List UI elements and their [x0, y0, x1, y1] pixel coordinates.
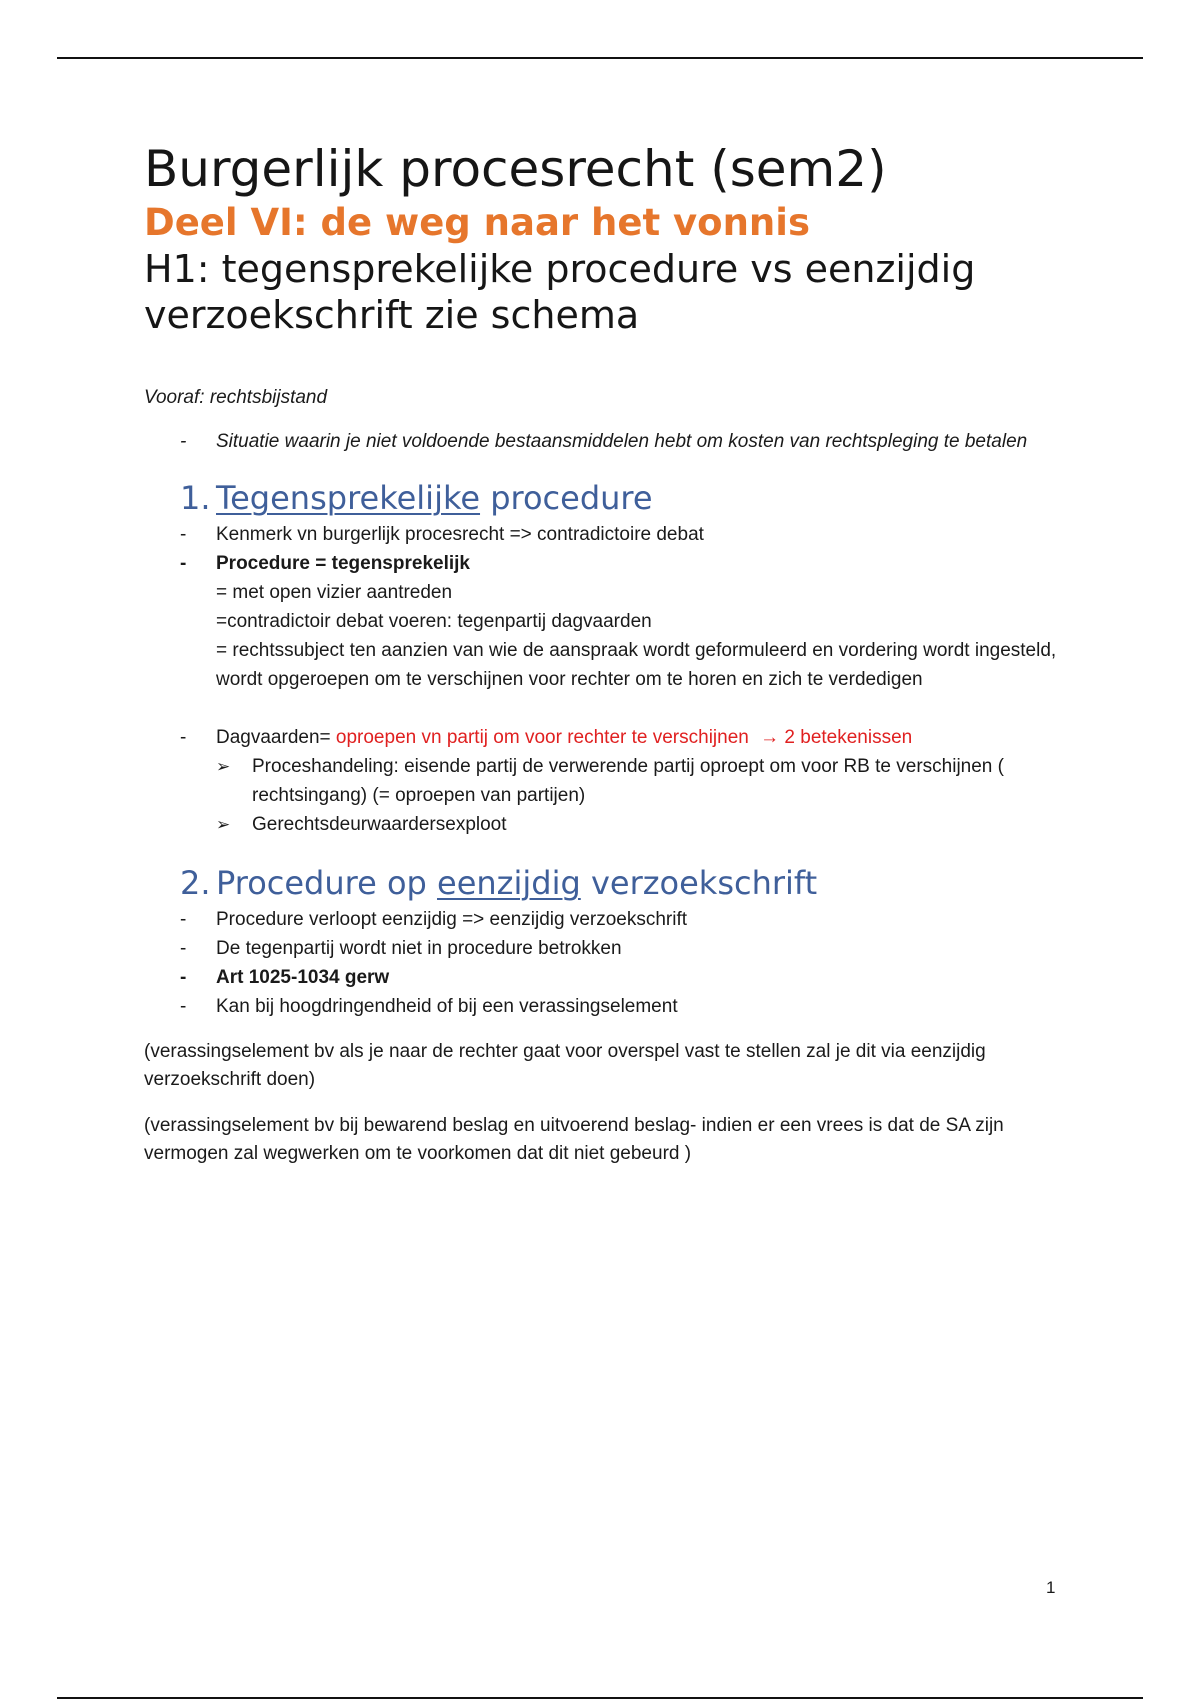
- section-2-list: [144, 905, 1064, 1021]
- section-1-bullet-2-line-2: =contradictoir debat voeren: tegenpartij dagvaarden: [216, 611, 652, 632]
- arrow-right-icon: →: [760, 727, 780, 748]
- list-item: [144, 427, 1064, 456]
- list-item: [144, 752, 1064, 810]
- section-1-bullet-3-prefix: Dagvaarden=: [216, 727, 336, 748]
- section-2-bullet-4: Kan bij hoogdringendheid of bij een verassingselement: [216, 996, 678, 1017]
- dash-marker: -: [180, 967, 187, 988]
- list-item: [144, 905, 1064, 934]
- section-2-title-post: verzoekschrift: [580, 864, 818, 902]
- section-1-bullet-2-line-3: = rechtssubject ten aanzien van wie de aanspraak wordt geformuleerd en vordering wordt ingesteld, wordt opgeroepen om te verschijnen voor rechter om te horen en zich te verdedigen: [216, 640, 1057, 690]
- list-item: [144, 810, 1064, 839]
- section-1-title-rest: procedure: [480, 479, 653, 517]
- section-1-title-underlined: Tegensprekelijke: [216, 479, 481, 517]
- page-number: 1: [1046, 1578, 1056, 1597]
- list-item: [144, 992, 1064, 1021]
- dash-marker: -: [180, 524, 187, 545]
- section-1-list: [144, 520, 1064, 752]
- document-page: [144, 138, 1064, 1168]
- document-title: Burgerlijk procesrecht (sem2): [144, 140, 887, 198]
- note-1: (verassingselement bv als je naar de rechter gaat voor overspel vast te stellen zal je dit via eenzijdig verzoekschrift doen): [144, 1041, 986, 1090]
- header-rule: [57, 57, 1143, 59]
- list-item: [144, 520, 1064, 549]
- section-2-title-underlined: eenzijdig: [437, 864, 581, 902]
- intro-bullet: Situatie waarin je niet voldoende bestaansmiddelen hebt om kosten van rechtspleging te betalen: [216, 431, 1028, 452]
- section-1-sub-2: Gerechtsdeurwaardersexploot: [252, 814, 507, 835]
- section-1-heading: [144, 478, 1064, 518]
- arrow-bullet-icon: ➢: [216, 757, 231, 776]
- section-1-bullet-2-line-1: = met open vizier aantreden: [216, 582, 453, 603]
- list-item: [144, 549, 1064, 694]
- section-1-number: 1.: [180, 479, 211, 517]
- section-2-bullet-3: Art 1025-1034 gerw: [216, 967, 390, 988]
- section-2-title-pre: Procedure op: [216, 864, 438, 902]
- footer-rule: [57, 1697, 1143, 1699]
- section-1-sublist: [144, 752, 1064, 839]
- section-1-bullet-2-bold: Procedure = tegensprekelijk: [216, 553, 470, 574]
- list-item: [144, 963, 1064, 992]
- dash-marker: -: [180, 996, 187, 1017]
- list-item: [144, 723, 1064, 752]
- section-1-bullet-3-red: oproepen vn partij om voor rechter te verschijnen: [335, 727, 749, 748]
- intro-label: Vooraf: rechtsbijstand: [144, 387, 328, 408]
- section-2-bullet-1: Procedure verloopt eenzijdig => eenzijdig verzoekschrift: [216, 909, 688, 930]
- section-1-bullet-1: Kenmerk vn burgerlijk procesrecht => contradictoire debat: [216, 524, 704, 545]
- list-item: [144, 934, 1064, 963]
- chapter-heading: H1: tegensprekelijke procedure vs eenzijdig verzoekschrift zie schema: [144, 247, 976, 337]
- section-1-sub-1: Proceshandeling: eisende partij de verwerende partij oproept om voor RB te verschijnen ( rechtsingang) (= oproepen van partijen): [252, 756, 1004, 806]
- dash-marker: -: [180, 727, 187, 748]
- arrow-bullet-icon: ➢: [216, 815, 231, 834]
- dash-marker: -: [180, 553, 187, 574]
- dash-marker: -: [180, 431, 187, 452]
- section-1-bullet-3-red-2: 2 betekenissen: [784, 727, 913, 748]
- section-2-bullet-2: De tegenpartij wordt niet in procedure betrokken: [216, 938, 622, 959]
- document-subtitle: Deel VI: de weg naar het vonnis: [144, 201, 810, 244]
- section-2-heading: [144, 863, 1064, 903]
- note-2: (verassingselement bv bij bewarend beslag en uitvoerend beslag- indien er een vrees is dat de SA zijn vermogen zal wegwerken om te voorkomen dat dit niet gebeurd ): [144, 1115, 1004, 1164]
- dash-marker: -: [180, 938, 187, 959]
- section-2-number: 2.: [180, 864, 211, 902]
- dash-marker: -: [180, 909, 187, 930]
- intro-list: [144, 427, 1064, 456]
